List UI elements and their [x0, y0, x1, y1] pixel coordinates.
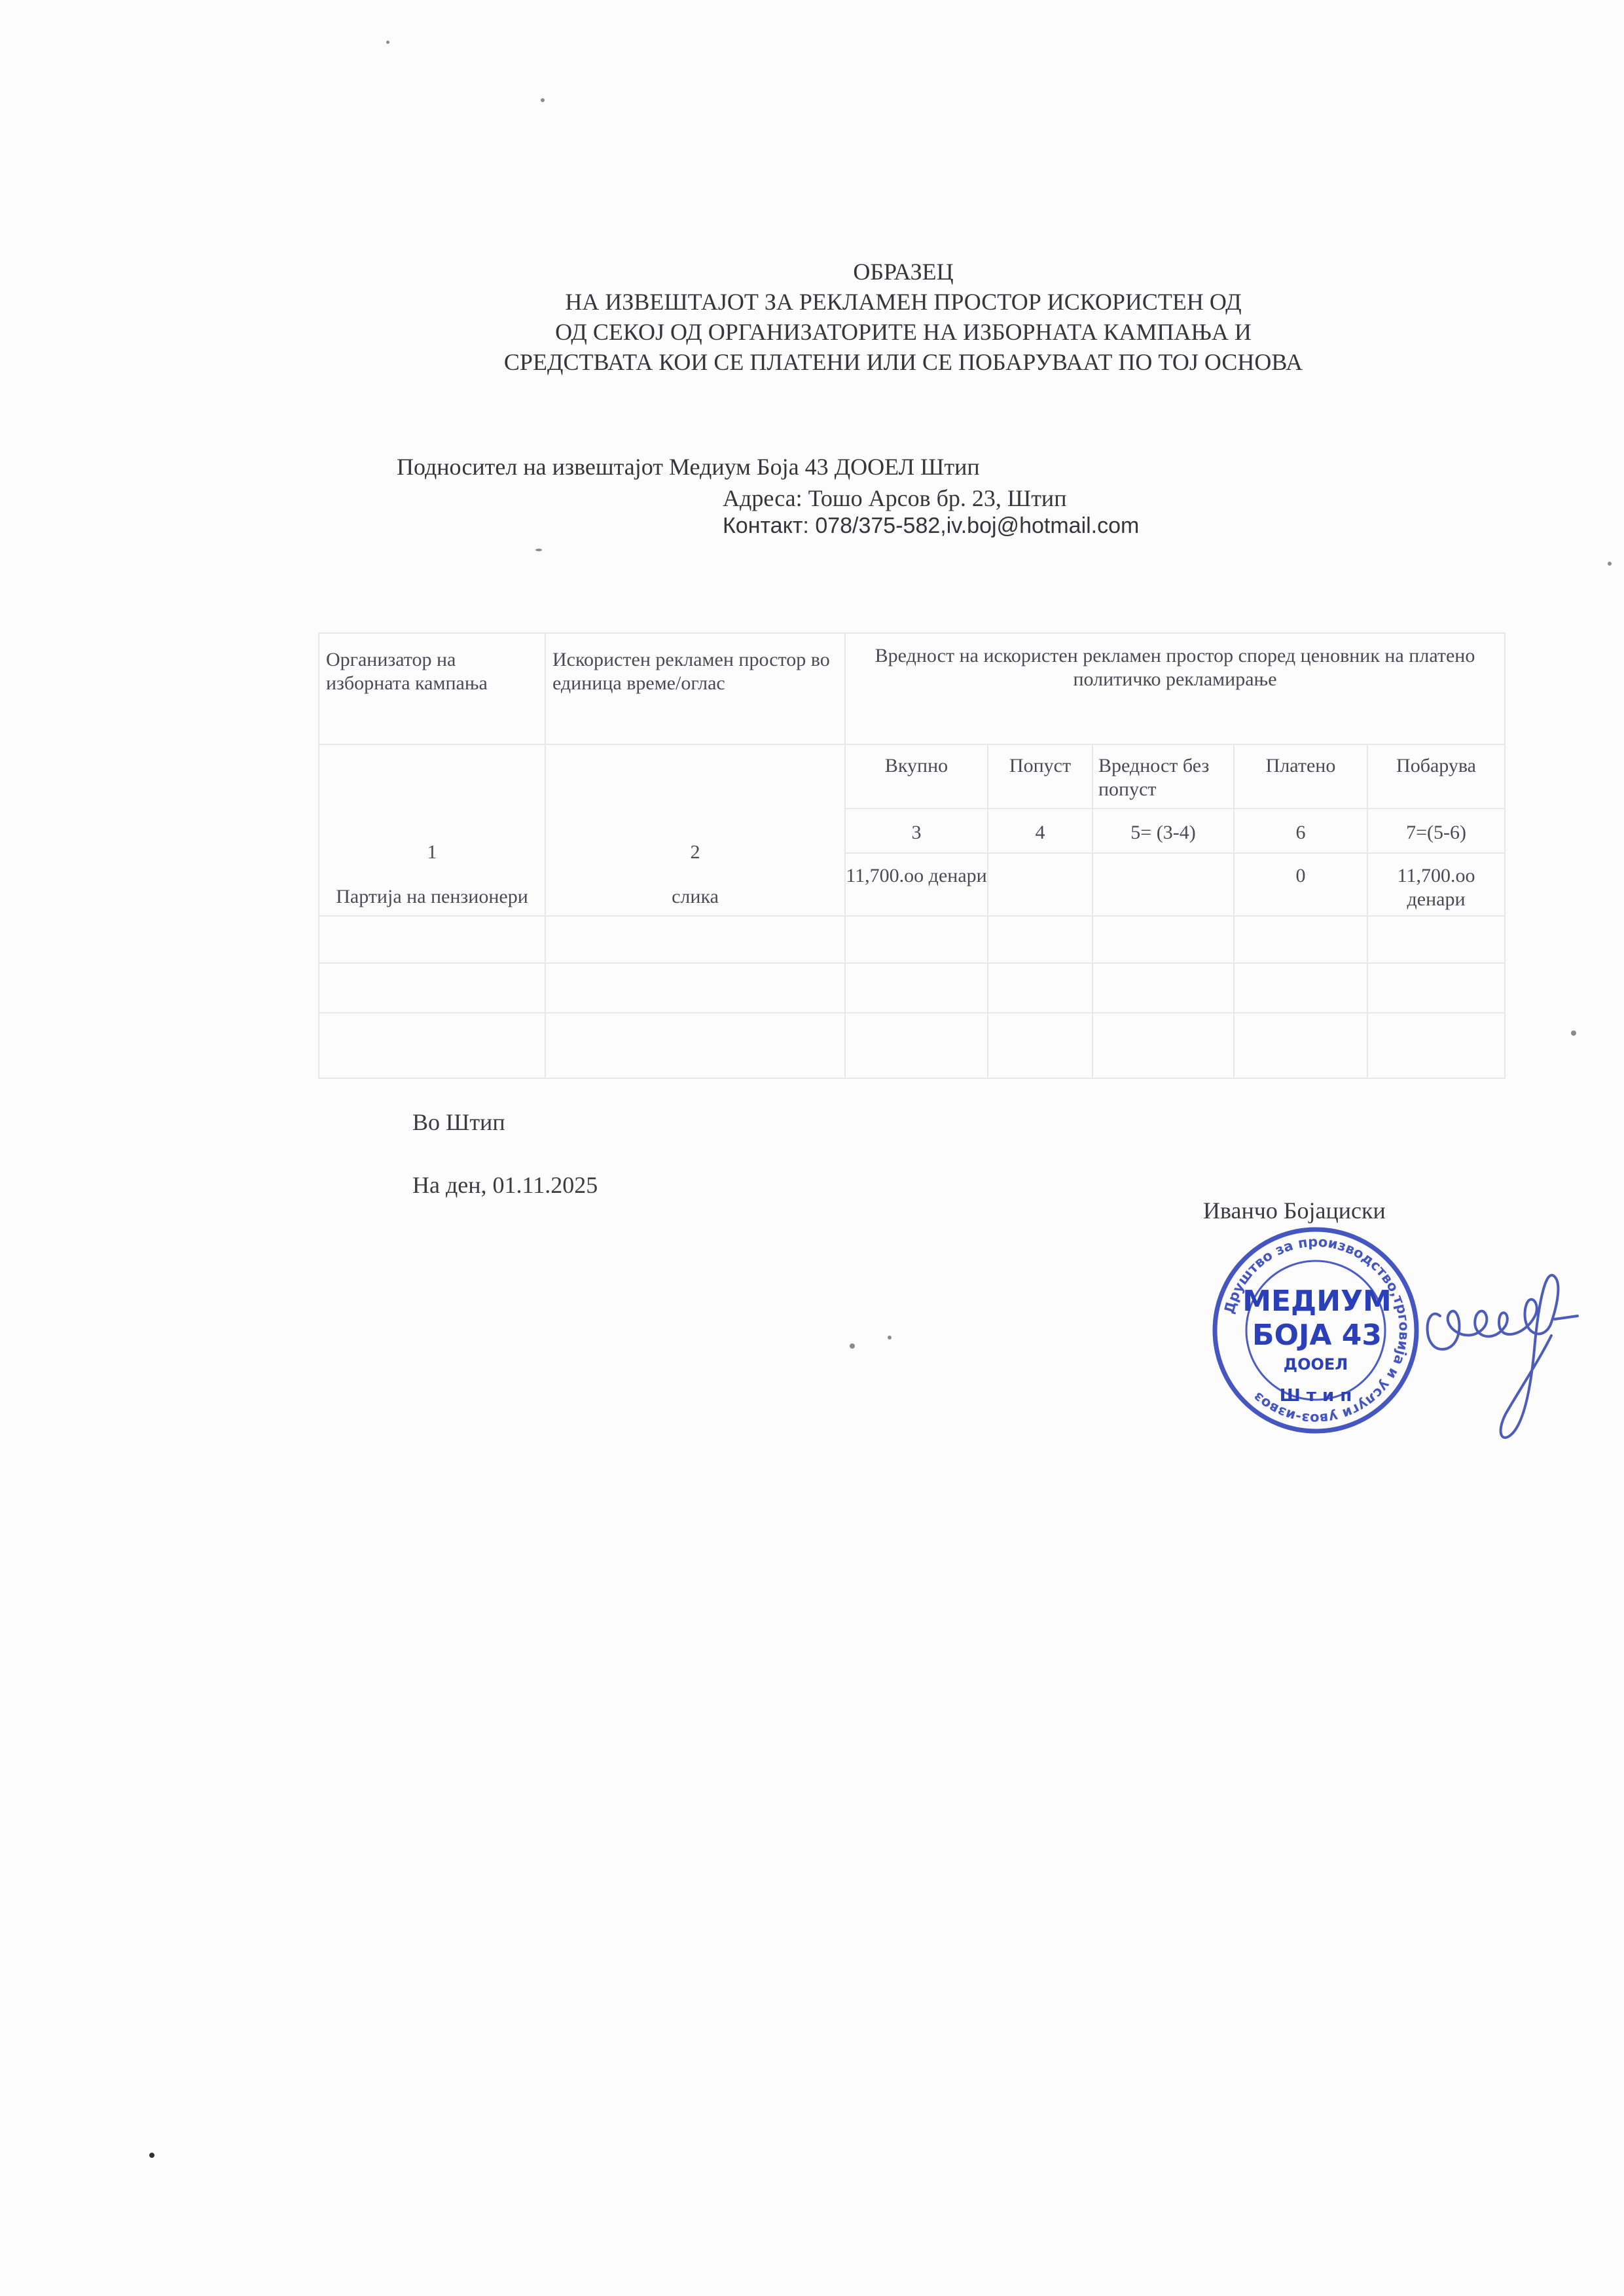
- header-organizer: Организатор на изборната кампања: [319, 633, 545, 744]
- row-value-without-discount: [1092, 853, 1234, 916]
- subheader-total: Вкупно: [845, 744, 988, 809]
- cell-space-used: [545, 744, 845, 916]
- submitter-contact: Контакт: 078/375-582,iv.boj@hotmail.com: [723, 513, 1140, 538]
- submitter-address: Адреса: Тошо Арсов бр. 23, Штип: [723, 485, 1067, 511]
- space-used-value: слика: [672, 886, 719, 907]
- column-number-2: 2: [690, 841, 700, 863]
- title-line-2: НА ИЗВЕШТАЈОТ ЗА РЕКЛАМЕН ПРОСТОР ИСКОРИСТЕН ОД: [565, 289, 1242, 315]
- title-line-3: ОД СЕКОЈ ОД ОРГАНИЗАТОРИТЕ НА ИЗБОРНАТА КАМПАЊА И: [555, 319, 1252, 345]
- row-paid: 0: [1234, 853, 1367, 916]
- subheader-paid: Платено: [1234, 744, 1367, 809]
- stamp-outer-text: Друштво за производство,трговија и услуги увоз-извоз: [1221, 1233, 1413, 1427]
- empty-row: [319, 1013, 1505, 1078]
- header-value-group: Вредност на искористен рекламен простор според ценовник на платено политичко рекламирање: [845, 633, 1505, 744]
- title-line-1: ОБРАЗЕЦ: [853, 259, 954, 285]
- stamp-name-line1: МЕДИУМ: [1242, 1285, 1392, 1318]
- stamp-type: ДООЕЛ: [1283, 1355, 1348, 1374]
- handwritten-signature: [1420, 1264, 1591, 1480]
- row-owed: 11,700.oo денари: [1367, 853, 1505, 916]
- organizer-value: Партија на пензионери: [336, 886, 528, 907]
- company-stamp: [1211, 1226, 1420, 1435]
- place-text: Во Штип: [412, 1109, 505, 1135]
- column-number-1: 1: [427, 841, 437, 863]
- signer-name: Иванчо Бојациски: [1203, 1197, 1386, 1224]
- column-number-4: 4: [988, 809, 1092, 853]
- cell-organizer: [319, 744, 545, 916]
- column-number-7: 7=(5-6): [1367, 809, 1505, 853]
- document-title: [367, 257, 1440, 377]
- stamp-city: Ш т и п: [1279, 1386, 1352, 1406]
- date-text: На ден, 01.11.2025: [412, 1172, 598, 1198]
- row-total: 11,700.oo денари: [845, 853, 988, 916]
- empty-row: [319, 916, 1505, 963]
- subheader-value-without-discount: Вредност без попуст: [1092, 744, 1234, 809]
- column-number-6: 6: [1234, 809, 1367, 853]
- empty-row: [319, 963, 1505, 1013]
- row-discount: [988, 853, 1092, 916]
- subheader-discount: Попуст: [988, 744, 1092, 809]
- column-number-3: 3: [845, 809, 988, 853]
- submitter-line: Подносител на извештајот Медиум Боја 43 ДООЕЛ Штип: [397, 454, 980, 480]
- header-space-used: Искористен рекламен простор во единица време/оглас: [545, 633, 845, 744]
- column-number-5: 5= (3-4): [1092, 809, 1234, 853]
- stamp-name-line2: БОЈА 43: [1252, 1319, 1382, 1352]
- subheader-owed: Побарува: [1367, 744, 1505, 809]
- report-table: [318, 632, 1506, 1079]
- title-line-4: СРЕДСТВАТА КОИ СЕ ПЛАТЕНИ ИЛИ СЕ ПОБАРУВААТ ПО ТОЈ ОСНОВА: [503, 349, 1303, 375]
